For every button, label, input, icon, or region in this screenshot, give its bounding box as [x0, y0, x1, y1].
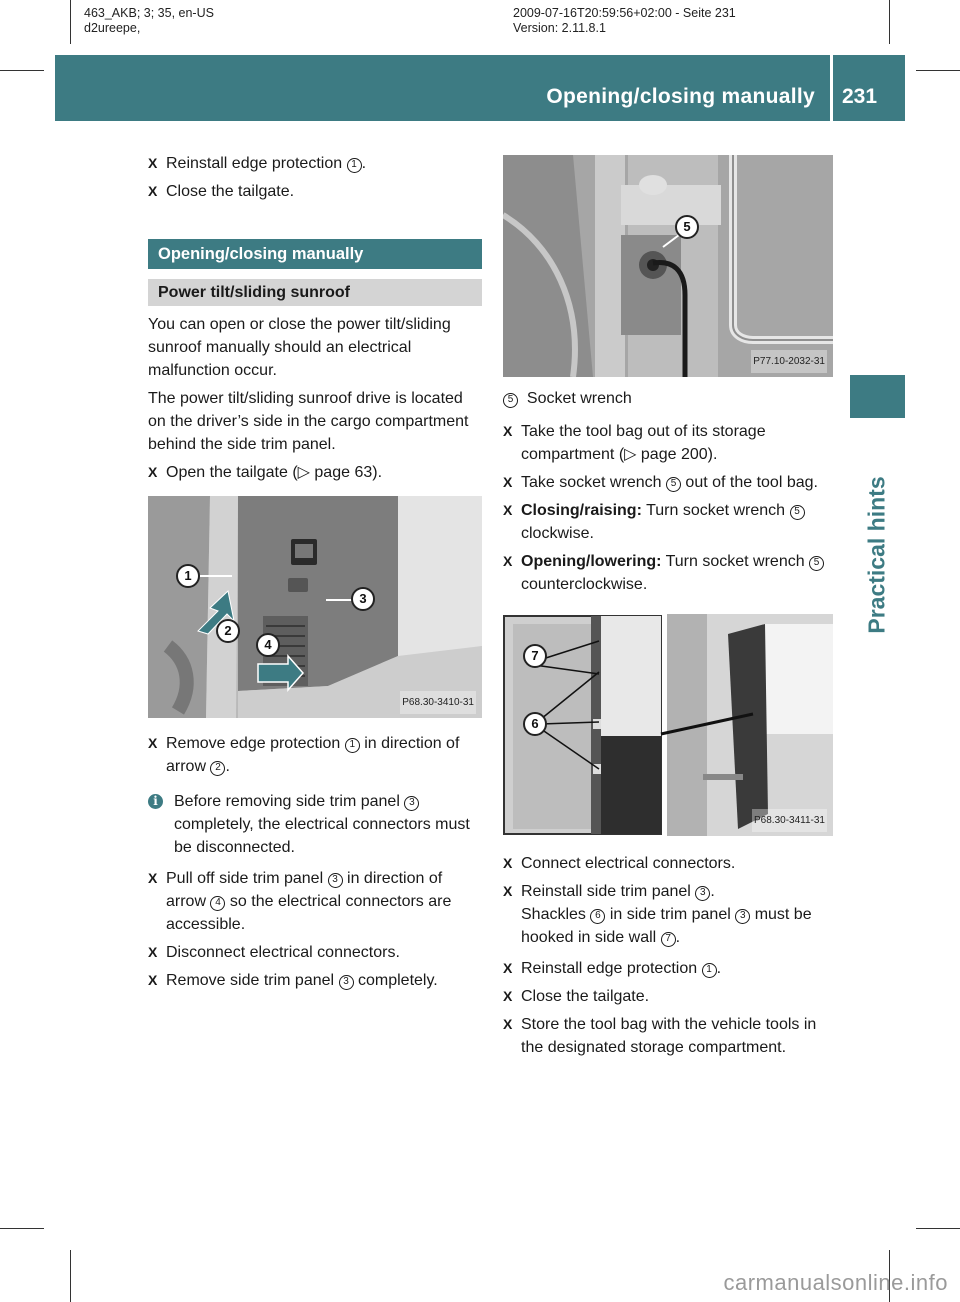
crop-mark: [916, 1228, 960, 1229]
step-label: Closing/raising:: [521, 502, 642, 519]
crop-mark: [0, 70, 44, 71]
info-text: completely, the electrical connectors must be disconnected.: [174, 816, 470, 856]
step-marker: X: [148, 155, 158, 171]
figure-shackles: [503, 614, 833, 836]
step-text: Turn socket wrench: [646, 502, 786, 519]
trim-panel-illustration: [148, 496, 482, 718]
figure-callout: 7: [523, 644, 547, 668]
step-marker: X: [148, 464, 158, 480]
step-text: Reinstall edge protection: [166, 155, 343, 172]
callout-ref: 3: [328, 873, 343, 888]
step-marker: X: [503, 502, 513, 518]
figure-callout: 4: [256, 633, 280, 657]
crop-mark: [889, 0, 890, 44]
step-marker: X: [503, 553, 513, 569]
step-text: completely.: [357, 972, 438, 989]
step-text: in direction of arrow: [166, 870, 443, 910]
step-item: [148, 969, 482, 992]
figure-callout: 3: [351, 587, 375, 611]
crop-mark: [70, 1250, 71, 1302]
step-item: [503, 499, 835, 545]
step-text: ).: [372, 464, 383, 481]
step-marker: X: [503, 883, 513, 899]
figure-callout: 2: [216, 619, 240, 643]
step-text: Shackles: [521, 906, 586, 923]
page-ref-arrow-icon: ▷: [297, 464, 310, 481]
figure-callout: 5: [675, 215, 699, 239]
sub-heading: Power tilt/sliding sunroof: [148, 279, 482, 306]
info-note: [148, 790, 482, 859]
figure-code: P68.30-3411-31: [752, 809, 827, 832]
callout-ref: 6: [590, 909, 605, 924]
step-item: [503, 985, 835, 1008]
figure-trim-panel: [148, 496, 482, 718]
callout-ref: 7: [661, 932, 676, 947]
step-item: [503, 880, 835, 903]
step-marker: X: [503, 855, 513, 871]
step-marker: X: [503, 1016, 513, 1032]
page-ref-arrow-icon: ▷: [624, 446, 637, 463]
figure-callout: 1: [176, 564, 200, 588]
step-text: Take socket wrench: [521, 474, 662, 491]
left-column: [148, 152, 482, 997]
step-text: .: [716, 960, 722, 977]
step-item: [503, 420, 835, 466]
step-label: Opening/lowering:: [521, 553, 662, 570]
step-text: in direction of arrow: [166, 735, 460, 775]
step-item: [503, 1013, 835, 1059]
step-item: X Remove edge protection 1 in direction of arrow 2 .: [148, 732, 482, 778]
step-text: Store the tool bag with the vehicle tools in the designated storage compartment.: [521, 1016, 817, 1056]
step-text: .: [361, 155, 367, 172]
step-marker: X: [503, 423, 513, 439]
info-icon: i: [148, 794, 163, 809]
figure-legend: [503, 387, 835, 410]
callout-ref: 1: [347, 158, 362, 173]
intro-paragraph: You can open or close the power tilt/sliding sunroof manually should an electrical malfunction occur.: [148, 316, 451, 379]
footer-watermark: carmanualsonline.info: [723, 1270, 948, 1295]
callout-ref: 3: [404, 796, 419, 811]
figure-callout: 6: [523, 712, 547, 736]
print-meta-line: Version: 2.11.8.1: [513, 21, 606, 35]
page-ref-link[interactable]: page 63: [314, 464, 373, 481]
callout-ref: 3: [695, 886, 710, 901]
callout-ref: 4: [210, 896, 225, 911]
callout-ref: 3: [735, 909, 750, 924]
step-marker: X: [148, 735, 158, 751]
page-header-bar: [55, 55, 905, 121]
step-item: [148, 941, 482, 964]
shackles-illustration: [503, 614, 833, 836]
step-text: Close the tailgate.: [521, 988, 650, 1005]
step-item: [148, 867, 482, 936]
step-item: [148, 152, 482, 175]
step-item: [503, 957, 835, 980]
chapter-tab: [850, 375, 905, 418]
callout-ref: 3: [339, 975, 354, 990]
step-text: Pull off side trim panel: [166, 870, 324, 887]
step-item: [503, 471, 835, 494]
crop-mark: [70, 0, 71, 44]
step-text: Take the tool bag out of its storage compartment (: [521, 423, 766, 463]
step-text: .: [675, 929, 681, 946]
legend-text: Socket wrench: [526, 390, 632, 407]
step-text: Disconnect electrical connectors.: [166, 944, 400, 961]
step-text: .: [710, 883, 715, 900]
step-text: must be hooked in side wall: [521, 906, 812, 946]
page-ref-link[interactable]: page 200: [640, 446, 708, 463]
step-item: [503, 550, 835, 596]
print-meta-line: 2009-07-16T20:59:56+02:00 - Seite 231: [513, 6, 736, 20]
intro-paragraph: The power tilt/sliding sunroof drive is located on the driver’s side in the cargo compartment behind the side trim panel.: [148, 390, 469, 453]
step-text: Remove side trim panel: [166, 972, 335, 989]
step-text: clockwise.: [521, 525, 594, 542]
chapter-label-text: Practical hints: [863, 476, 890, 634]
crop-mark: [916, 70, 960, 71]
figure-socket-wrench: [503, 155, 833, 377]
print-meta-right: [513, 6, 736, 36]
figure-code: P77.10-2032-31: [751, 350, 827, 373]
step-text: counterclockwise.: [521, 576, 648, 593]
step-marker: X: [503, 960, 513, 976]
print-meta-line: d2ureepe,: [84, 21, 141, 35]
callout-ref: 5: [790, 505, 805, 520]
crop-mark: [0, 1228, 44, 1229]
step-text: Connect electrical connectors.: [521, 855, 736, 872]
step-text: Open the tailgate (: [166, 464, 298, 481]
callout-ref: 5: [666, 477, 681, 492]
step-item: [148, 461, 482, 484]
step-marker: X: [148, 972, 158, 988]
callout-ref: 5: [809, 556, 824, 571]
step-marker: X: [148, 183, 158, 199]
callout-ref: 5: [503, 393, 518, 408]
step-text: Reinstall edge protection: [521, 960, 698, 977]
step-text: Reinstall side trim panel: [521, 883, 691, 900]
step-marker: X: [503, 988, 513, 1004]
callout-ref: 1: [702, 963, 717, 978]
step-detail: [503, 903, 835, 949]
step-text: so the electrical connectors are accessible.: [166, 893, 452, 933]
step-marker: X: [503, 474, 513, 490]
figure-code: P68.30-3410-31: [400, 691, 476, 714]
step-text: Turn socket wrench: [665, 553, 805, 570]
step-text: ).: [707, 446, 718, 463]
step-item: [148, 180, 482, 203]
header-divider: [830, 55, 833, 121]
step-marker: X: [148, 944, 158, 960]
chapter-label: [862, 430, 892, 680]
callout-ref: 2: [210, 761, 225, 776]
callout-ref: 1: [345, 738, 360, 753]
step-text: out of the tool bag.: [685, 474, 818, 491]
step-text: Close the tailgate.: [166, 183, 295, 200]
step-marker: X: [148, 870, 158, 886]
section-heading: Opening/closing manually: [148, 239, 482, 269]
right-column: [503, 155, 835, 1064]
step-text: in side trim panel: [609, 906, 731, 923]
print-meta-left: [84, 6, 214, 36]
page-title: Opening/closing manually: [546, 85, 815, 108]
step-item: [503, 852, 835, 875]
step-text: Remove edge protection: [166, 735, 341, 752]
print-meta-line: 463_AKB; 3; 35, en-US: [84, 6, 214, 20]
socket-wrench-illustration: [503, 155, 833, 377]
info-text: Before removing side trim panel: [174, 793, 400, 810]
page-number: 231: [842, 85, 878, 108]
